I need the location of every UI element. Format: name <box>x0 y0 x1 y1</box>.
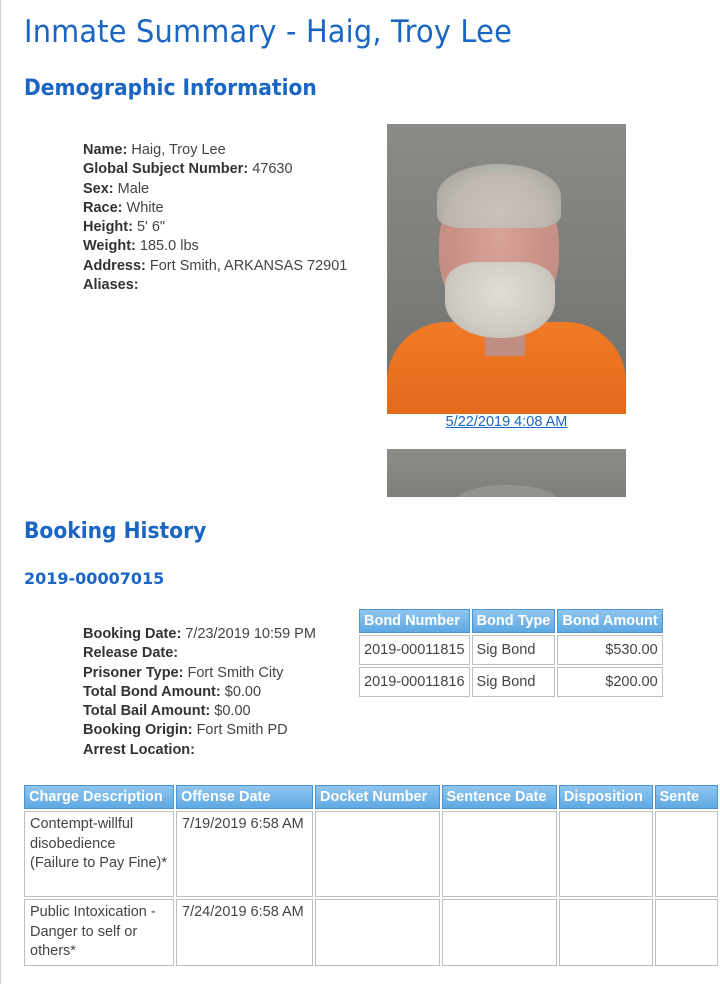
name-value: Haig, Troy Lee <box>131 142 226 158</box>
offense-date-cell: 7/24/2019 6:58 AM <box>176 899 313 966</box>
prisoner-type-row: Prisoner Type: Fort Smith City <box>83 664 284 681</box>
offense-date-header[interactable]: Offense Date <box>176 785 313 809</box>
demographic-heading: Demographic Information <box>24 76 317 101</box>
bond-number-header[interactable]: Bond Number <box>359 609 470 633</box>
disposition-cell <box>559 811 653 897</box>
docket-number-cell <box>315 899 439 966</box>
booking-origin-row: Booking Origin: Fort Smith PD <box>83 722 288 739</box>
race-value: White <box>126 199 164 216</box>
bond-table-header <box>359 609 663 633</box>
sentence-cell <box>655 811 718 897</box>
arrest-location-row: Arrest Location: <box>83 741 195 758</box>
page-left-border <box>0 0 1 984</box>
table-row <box>24 899 718 966</box>
charge-table <box>22 783 720 968</box>
charge-table-header <box>24 785 718 809</box>
height-row: Height: 5' 6" <box>83 219 166 236</box>
demographic-info <box>83 141 347 295</box>
table-row <box>359 667 663 697</box>
docket-number-header[interactable]: Docket Number <box>315 785 439 809</box>
height-value: 5' 6" <box>136 219 166 236</box>
subject-number-value: 47630 <box>252 161 293 178</box>
aliases-row: Aliases: <box>83 277 139 294</box>
name-row: Name: Haig, Troy Lee <box>83 142 226 158</box>
mugshot-photo[interactable] <box>387 124 626 414</box>
table-row <box>24 811 718 897</box>
page-title: Inmate Summary - Haig, Troy Lee <box>24 14 513 50</box>
bond-type-header[interactable]: Bond Type <box>472 609 556 633</box>
race-row: Race: White <box>83 199 164 216</box>
sentence-header-truncated[interactable]: Sente <box>655 785 718 809</box>
bond-number-cell: 2019-00011815 <box>359 635 470 665</box>
total-bail-row: Total Bail Amount: $0.00 <box>83 703 251 720</box>
weight-value: 185.0 lbs <box>139 238 199 255</box>
sex-value: Male <box>117 180 150 197</box>
subject-number-row: Global Subject Number: 47630 <box>83 161 293 178</box>
mugshot-hair <box>437 164 561 228</box>
bond-number-cell: 2019-00011816 <box>359 667 470 697</box>
release-date-row: Release Date: <box>83 645 179 662</box>
bond-amount-cell: $530.00 <box>557 635 662 665</box>
booking-date-row: Booking Date: 7/23/2019 10:59 PM <box>83 626 316 642</box>
address-row: Address: Fort Smith, ARKANSAS 72901 <box>83 257 348 274</box>
bond-type-cell: Sig Bond <box>472 635 556 665</box>
booking-info <box>83 625 316 760</box>
bond-table <box>357 607 665 699</box>
sentence-date-cell <box>442 811 557 897</box>
address-value: Fort Smith, ARKANSAS 72901 <box>149 257 348 274</box>
photo-date-link[interactable]: 5/22/2019 4:08 AM <box>445 414 568 430</box>
mugshot-secondary-hint <box>457 485 557 497</box>
charge-description-cell: Contempt-willful disobedience (Failure to Pay Fine)* <box>24 811 174 897</box>
booking-number: 2019-00007015 <box>24 569 165 588</box>
booking-history-heading: Booking History <box>24 519 207 544</box>
charge-description-header[interactable]: Charge Description <box>24 785 174 809</box>
bond-amount-header[interactable]: Bond Amount <box>557 609 662 633</box>
sentence-date-cell <box>442 899 557 966</box>
table-row <box>359 635 663 665</box>
charge-description-cell: Public Intoxication - Danger to self or others* <box>24 899 174 966</box>
mugshot-photo-secondary[interactable] <box>387 449 626 497</box>
offense-date-cell: 7/19/2019 6:58 AM <box>176 811 313 897</box>
sentence-cell <box>655 899 718 966</box>
sentence-date-header[interactable]: Sentence Date <box>442 785 557 809</box>
docket-number-cell <box>315 811 439 897</box>
bond-type-cell: Sig Bond <box>472 667 556 697</box>
bond-amount-cell: $200.00 <box>557 667 662 697</box>
weight-row: Weight: 185.0 lbs <box>83 238 199 255</box>
total-bond-row: Total Bond Amount: $0.00 <box>83 683 262 700</box>
disposition-cell <box>559 899 653 966</box>
mugshot-beard <box>445 262 555 338</box>
disposition-header[interactable]: Disposition <box>559 785 653 809</box>
sex-row: Sex: Male <box>83 180 150 197</box>
